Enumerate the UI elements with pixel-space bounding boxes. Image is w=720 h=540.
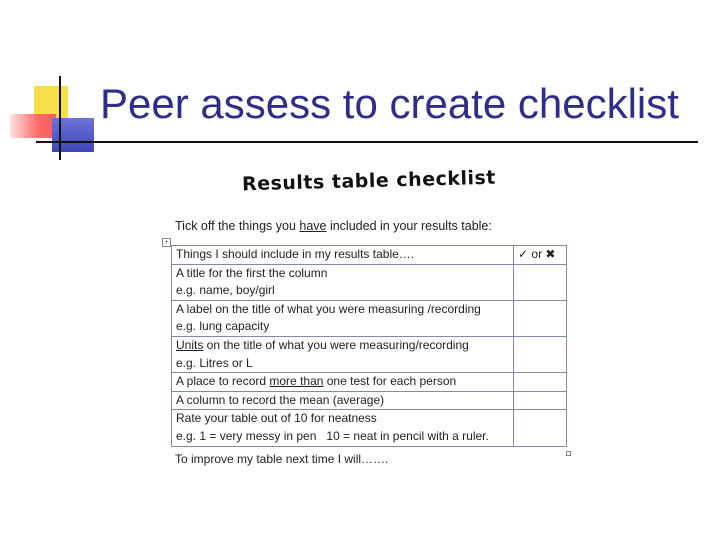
item-line: A title for the first the column bbox=[176, 265, 328, 280]
item-emphasis: Units bbox=[176, 337, 204, 352]
table-resize-handle[interactable] bbox=[566, 451, 571, 456]
item-line bbox=[176, 373, 509, 391]
table-row bbox=[172, 410, 567, 446]
instruction-text-pre: Tick off the things you bbox=[175, 219, 300, 233]
item-emphasis: more than bbox=[269, 374, 324, 389]
checklist-table bbox=[171, 245, 567, 447]
slide-title: Peer assess to create checklist bbox=[100, 80, 679, 127]
item-line bbox=[176, 337, 509, 355]
item-cell bbox=[172, 391, 514, 410]
item-line: A label on the title of what you were measuring /recording bbox=[176, 301, 481, 316]
item-cell bbox=[172, 410, 514, 446]
tick-cell[interactable] bbox=[514, 336, 567, 372]
item-example: e.g. 1 = very messy in pen 10 = neat in pencil with a ruler. bbox=[176, 428, 489, 443]
item-line: Rate your table out of 10 for neatness bbox=[176, 411, 377, 426]
table-move-handle-icon[interactable]: + bbox=[162, 238, 171, 247]
tick-cell[interactable] bbox=[514, 373, 567, 392]
item-line-pre: A place to record bbox=[176, 374, 270, 389]
table-row bbox=[172, 391, 567, 410]
item-example: e.g. lung capacity bbox=[176, 319, 270, 334]
instruction-text-post: included in your results table: bbox=[326, 219, 492, 233]
item-example: e.g. Litres or L bbox=[176, 355, 253, 370]
table-row bbox=[172, 264, 567, 300]
table-row bbox=[172, 300, 567, 336]
item-line-rest: on the title of what you were measuring/recording bbox=[203, 337, 469, 352]
item-example: e.g. name, boy/girl bbox=[176, 283, 275, 298]
accent-vertical-rule bbox=[59, 76, 61, 160]
tick-cell[interactable] bbox=[514, 264, 567, 300]
item-cell bbox=[172, 373, 514, 392]
table-header-row bbox=[172, 246, 567, 265]
header-item-cell: Things I should include in my results table…. bbox=[172, 246, 514, 265]
tick-cell[interactable] bbox=[514, 300, 567, 336]
item-line: A column to record the mean (average) bbox=[176, 392, 385, 407]
improvement-prompt: To improve my table next time I will……. bbox=[175, 452, 389, 466]
table-row bbox=[172, 336, 567, 372]
item-cell bbox=[172, 300, 514, 336]
accent-red-bar bbox=[10, 114, 56, 138]
tick-cell[interactable] bbox=[514, 410, 567, 446]
title-underline-rule bbox=[36, 141, 698, 143]
table-row bbox=[172, 373, 567, 392]
checklist-heading: Results table checklist bbox=[241, 166, 497, 196]
header-mark-cell: ✓ or ✖ bbox=[514, 246, 567, 265]
item-cell bbox=[172, 336, 514, 372]
item-line-post: one test for each person bbox=[323, 374, 457, 389]
checklist-instruction bbox=[175, 219, 492, 233]
tick-cell[interactable] bbox=[514, 391, 567, 410]
item-cell bbox=[172, 264, 514, 300]
instruction-emphasis: have bbox=[299, 219, 327, 233]
